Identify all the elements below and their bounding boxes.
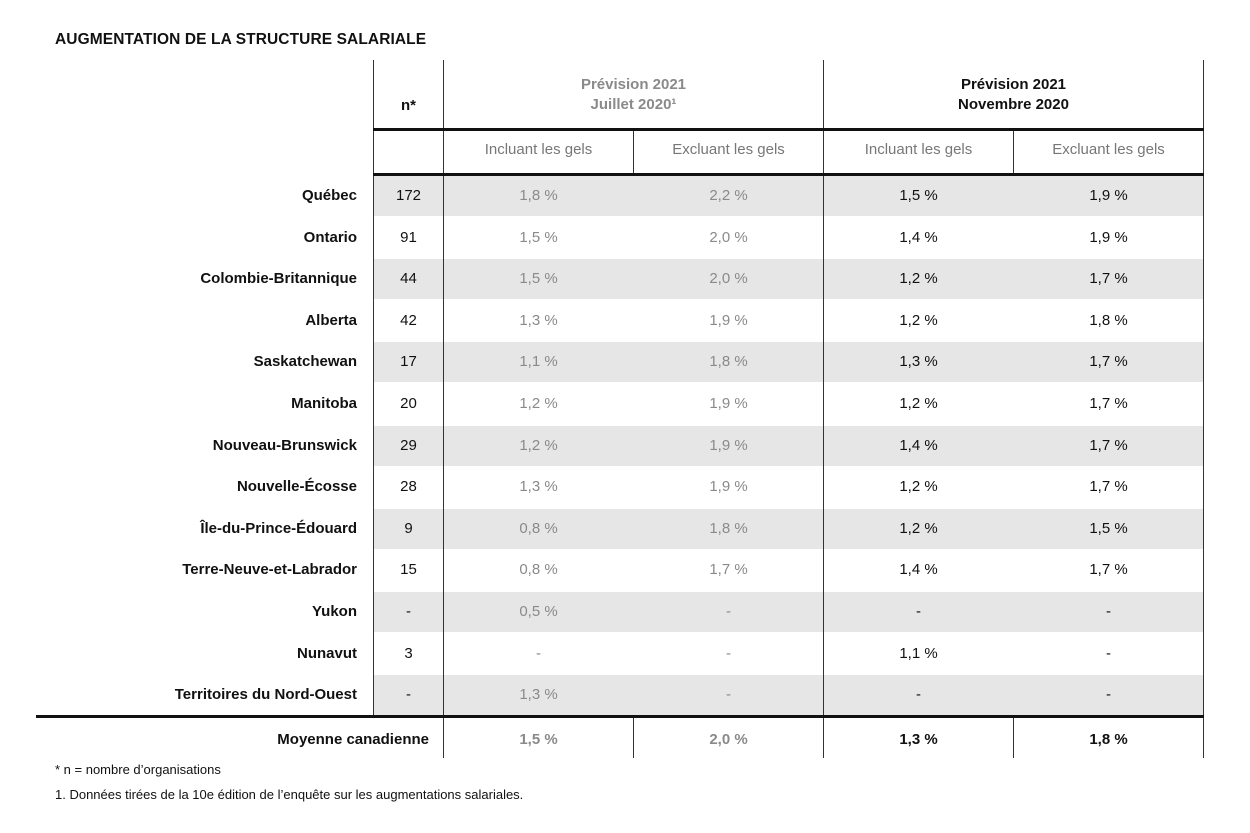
subheader-rule: [373, 173, 1204, 176]
value-cell: 1,8 %: [709, 520, 748, 537]
divider: [373, 60, 374, 716]
value-cell: 2,0 %: [709, 270, 748, 287]
subheader-excl-nov: Excluant les gels: [1052, 141, 1165, 158]
value-cell: -: [726, 686, 731, 703]
average-value: 1,3 %: [899, 731, 938, 748]
value-cell: 1,9 %: [1089, 187, 1128, 204]
n-cell: -: [406, 686, 411, 703]
value-cell: 1,5 %: [519, 270, 558, 287]
value-cell: 1,9 %: [709, 395, 748, 412]
subheader-incl-nov: Incluant les gels: [864, 141, 973, 158]
table-row: [374, 384, 1204, 424]
n-cell: 17: [400, 353, 417, 370]
group-header-november-2020: [824, 75, 1203, 115]
value-cell: -: [726, 603, 731, 620]
value-cell: 1,7 %: [1089, 437, 1128, 454]
row-label: Yukon: [311, 603, 357, 620]
value-cell: 1,3 %: [899, 353, 938, 370]
value-cell: -: [726, 645, 731, 662]
table-row: [374, 634, 1204, 674]
divider: [633, 717, 634, 758]
value-cell: 1,2 %: [899, 270, 938, 287]
value-cell: 0,8 %: [519, 520, 558, 537]
average-row: [374, 720, 1204, 760]
divider: [633, 130, 634, 175]
table-row: [374, 301, 1204, 341]
value-cell: 1,4 %: [899, 561, 938, 578]
group-header-nov-line2: Novembre 2020: [958, 96, 1069, 113]
value-cell: 1,4 %: [899, 229, 938, 246]
value-cell: 1,9 %: [709, 478, 748, 495]
value-cell: 2,2 %: [709, 187, 748, 204]
row-label: Alberta: [305, 312, 357, 329]
value-cell: 1,9 %: [709, 437, 748, 454]
value-cell: -: [1106, 686, 1111, 703]
value-cell: 1,3 %: [519, 478, 558, 495]
value-cell: 1,5 %: [519, 229, 558, 246]
value-cell: -: [1106, 603, 1111, 620]
value-cell: 1,3 %: [519, 312, 558, 329]
value-cell: 1,7 %: [1089, 270, 1128, 287]
n-cell: 9: [404, 520, 413, 537]
row-label: Nouvelle-Écosse: [236, 478, 357, 495]
n-cell: 28: [400, 478, 417, 495]
value-cell: 1,8 %: [1089, 312, 1128, 329]
value-cell: 1,3 %: [519, 686, 558, 703]
row-label: Nunavut: [297, 645, 357, 662]
table-row: [374, 342, 1204, 382]
subheader-incl-july: Incluant les gels: [484, 141, 593, 158]
value-cell: -: [536, 645, 541, 662]
table-row: [374, 426, 1204, 466]
footnote-n: * n = nombre d’organisations: [55, 762, 221, 777]
row-label: Terre-Neuve-et-Labrador: [182, 561, 357, 578]
average-value: 1,5 %: [519, 731, 558, 748]
value-cell: 1,2 %: [519, 395, 558, 412]
value-cell: 1,5 %: [1089, 520, 1128, 537]
value-cell: 1,2 %: [899, 312, 938, 329]
table-title: AUGMENTATION DE LA STRUCTURE SALARIALE: [55, 31, 427, 48]
row-label: Québec: [301, 187, 357, 204]
n-cell: 29: [400, 437, 417, 454]
value-cell: 1,2 %: [899, 520, 938, 537]
group-header-july-line2: Juillet 2020¹: [590, 96, 677, 113]
group-header-july-line1: Prévision 2021: [580, 76, 687, 93]
average-rule: [36, 715, 1204, 718]
value-cell: 2,0 %: [709, 229, 748, 246]
divider: [443, 60, 444, 758]
table-row: [374, 259, 1204, 299]
n-cell: -: [406, 603, 411, 620]
header-rule: [373, 128, 1204, 131]
table-row: [374, 592, 1204, 632]
divider: [1013, 130, 1014, 175]
value-cell: 1,7 %: [1089, 395, 1128, 412]
value-cell: -: [916, 603, 921, 620]
group-header-july-2020: [444, 75, 823, 115]
row-label: Territoires du Nord-Ouest: [174, 686, 357, 703]
n-cell: 91: [400, 229, 417, 246]
value-cell: 1,9 %: [1089, 229, 1128, 246]
value-cell: 1,7 %: [1089, 561, 1128, 578]
value-cell: 1,4 %: [899, 437, 938, 454]
table-row: [374, 550, 1204, 590]
value-cell: -: [916, 686, 921, 703]
value-cell: 1,7 %: [1089, 478, 1128, 495]
value-cell: 0,5 %: [519, 603, 558, 620]
group-header-nov-line1: Prévision 2021: [960, 76, 1067, 93]
divider: [1203, 60, 1204, 758]
row-label: Ontario: [303, 229, 357, 246]
value-cell: -: [1106, 645, 1111, 662]
n-cell: 42: [400, 312, 417, 329]
n-cell: 20: [400, 395, 417, 412]
table-row: [374, 467, 1204, 507]
value-cell: 1,1 %: [899, 645, 938, 662]
n-cell: 172: [395, 187, 422, 204]
footnote-source: 1. Données tirées de la 10e édition de l’enquête sur les augmentations salariales.: [55, 787, 524, 802]
value-cell: 1,2 %: [899, 395, 938, 412]
n-column-header: n*: [401, 97, 416, 114]
table-row: [374, 218, 1204, 258]
value-cell: 1,9 %: [709, 312, 748, 329]
average-value: 1,8 %: [1089, 731, 1128, 748]
average-value: 2,0 %: [709, 731, 748, 748]
average-label: Moyenne canadienne: [277, 731, 429, 748]
value-cell: 1,8 %: [519, 187, 558, 204]
value-cell: 1,1 %: [519, 353, 558, 370]
n-cell: 44: [400, 270, 417, 287]
row-label: Manitoba: [291, 395, 357, 412]
value-cell: 0,8 %: [519, 561, 558, 578]
table-row: [374, 176, 1204, 216]
subheader-excl-july: Excluant les gels: [672, 141, 785, 158]
n-cell: 3: [404, 645, 413, 662]
divider: [823, 60, 824, 758]
value-cell: 1,7 %: [709, 561, 748, 578]
n-cell: 15: [400, 561, 417, 578]
value-cell: 1,2 %: [519, 437, 558, 454]
divider: [1013, 717, 1014, 758]
table-row: [374, 509, 1204, 549]
row-label: Nouveau-Brunswick: [212, 437, 357, 454]
row-label: Île-du-Prince-Édouard: [200, 520, 357, 537]
value-cell: 1,5 %: [899, 187, 938, 204]
value-cell: 1,8 %: [709, 353, 748, 370]
row-label: Colombie-Britannique: [200, 270, 357, 287]
value-cell: 1,2 %: [899, 478, 938, 495]
value-cell: 1,7 %: [1089, 353, 1128, 370]
table-row: [374, 675, 1204, 715]
row-label: Saskatchewan: [253, 353, 357, 370]
